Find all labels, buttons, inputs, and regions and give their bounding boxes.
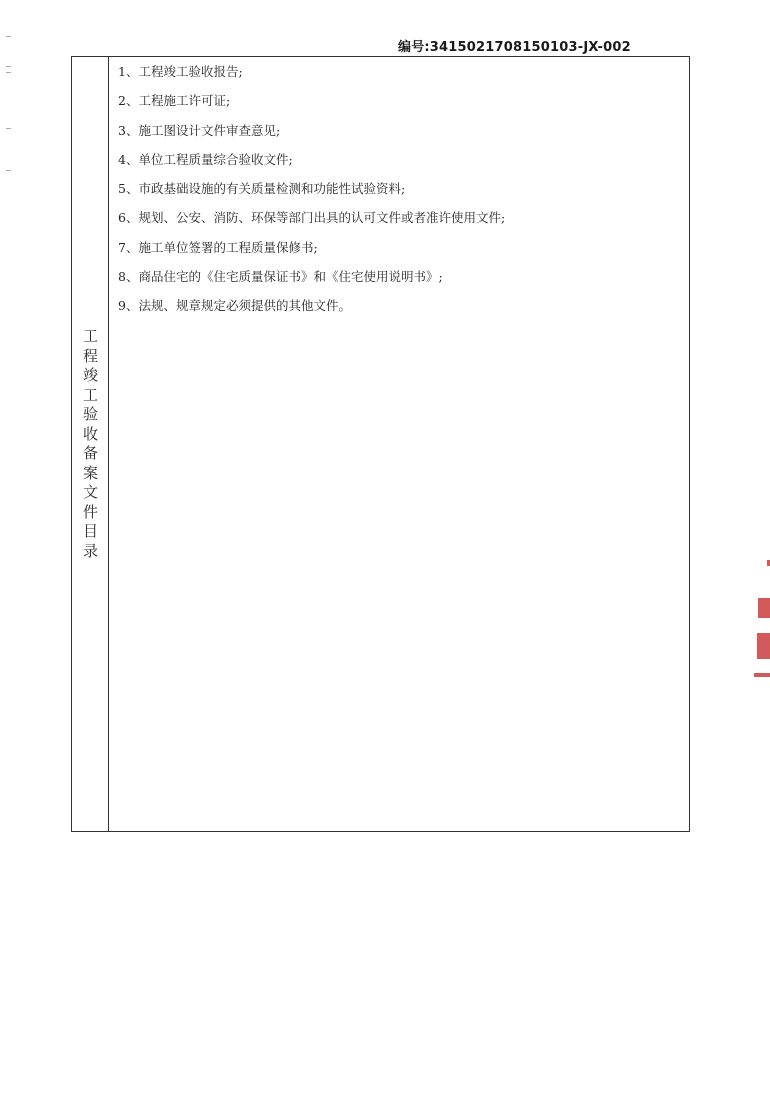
- row-label: 工程竣工验收备案文件目录: [83, 327, 99, 560]
- document-item: 3、施工图设计文件审查意见;: [118, 122, 281, 138]
- document-number: 编号:3415021708150103-JX-002: [398, 40, 631, 55]
- document-item: 1、工程竣工验收报告;: [118, 64, 243, 79]
- document-item: 8、商品住宅的《住宅质量保证书》和《住宅使用说明书》;: [118, 269, 443, 285]
- document-item: 2、工程施工许可证;: [118, 93, 231, 109]
- document-item: 4、单位工程质量综合验收文件;: [118, 151, 293, 167]
- document-item: 6、规划、公安、消防、环保等部门出具的认可文件或者准许使用文件;: [118, 210, 506, 226]
- filing-documents-table: [71, 56, 690, 832]
- red-stamp-fragment: [757, 633, 770, 659]
- document-item: 9、法规、规章规定必须提供的其他文件。: [118, 298, 351, 314]
- binding-edge-marks: [6, 36, 12, 176]
- document-item: 7、施工单位签署的工程质量保修书;: [118, 239, 318, 255]
- document-items-list: [118, 63, 505, 327]
- red-stamp-fragment: [758, 598, 770, 618]
- red-stamp-fragment: [754, 673, 770, 677]
- document-item: 5、市政基础设施的有关质量检测和功能性试验资料;: [118, 181, 406, 197]
- row-label-cell: [72, 57, 109, 831]
